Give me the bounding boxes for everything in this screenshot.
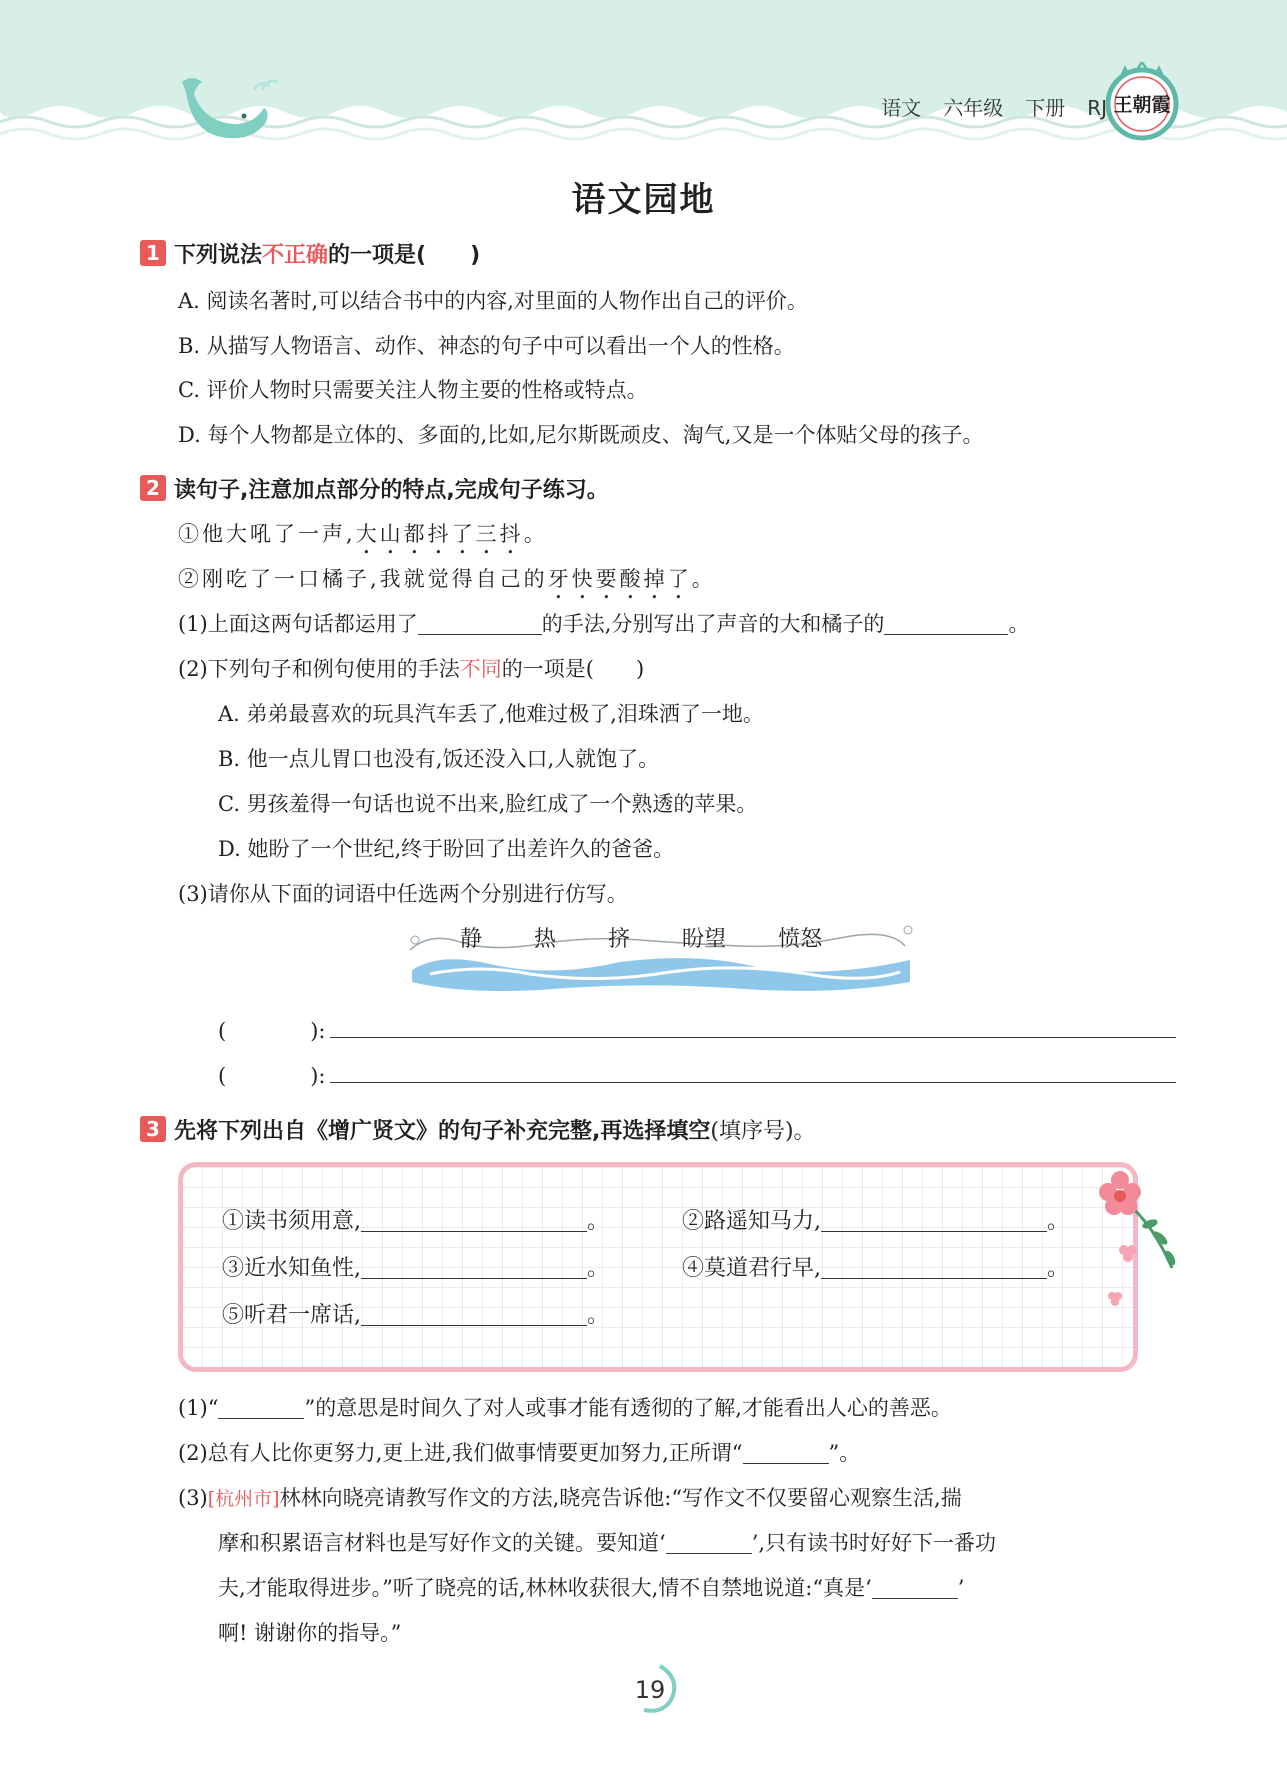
q1-prompt-before: 下列说法 — [174, 243, 263, 268]
q2-part-3: (3)请你从下面的词语中任选两个分别进行仿写。 — [178, 882, 628, 906]
q3-sub3-l1: 林林向晓亮请教写作文的方法,晓亮告诉他:“写作文不仅要留心观察生活,揣 — [279, 1486, 962, 1510]
q3-sub-2 — [178, 1437, 860, 1467]
word-2: 热 — [534, 927, 557, 952]
proverb-item-3 — [222, 1251, 609, 1282]
q3-sub3-l2a: 摩和积累语言材料也是写好作文的关键。要知道‘ — [218, 1531, 666, 1555]
q1-option-d: D. 每个人物都是立体的、多面的,比如,尼尔斯既顽皮、淘气,又是一个体贴父母的孩子。 — [178, 423, 984, 447]
q2-sentence-2 — [178, 563, 716, 604]
q2-p1-c: 。 — [1008, 612, 1030, 636]
proverb-1-period: 。 — [587, 1209, 610, 1234]
q2-number: 2 — [140, 475, 166, 501]
imitation-label-1: ( ): — [218, 1019, 326, 1043]
q2-sentence-1 — [178, 518, 548, 559]
proverb-3-blank[interactable] — [361, 1258, 587, 1279]
proverb-item-4 — [682, 1251, 1069, 1282]
q3-sub3-l2b: ’,只有读书时好好下一番功 — [751, 1531, 997, 1555]
q3-sub3-blank-2[interactable] — [872, 1578, 958, 1599]
proverb-4-text: ④莫道君行早, — [682, 1256, 821, 1281]
q3-heading — [140, 1114, 816, 1145]
q2-part-1 — [178, 608, 1029, 638]
q2-p2-red: 不同 — [459, 657, 502, 681]
q2-part-2 — [178, 653, 644, 683]
q2-s1-after: 。 — [523, 522, 548, 546]
word-1: 静 — [460, 927, 483, 952]
word-4: 盼望 — [682, 927, 727, 952]
proverb-1-blank[interactable] — [361, 1211, 587, 1232]
q3-sub3-blank-1[interactable] — [666, 1533, 752, 1554]
page-title: 语文园地 — [571, 180, 716, 220]
q1-heading — [140, 238, 480, 269]
q3-prompt-bold: 先将下列出自《增广贤文》的句子补充完整,再选择填空 — [174, 1119, 711, 1144]
q2-s2-dotted: 牙快要酸掉了 — [547, 567, 692, 591]
q3-prompt-normal: (填序号)。 — [710, 1119, 816, 1144]
q3-sub3-l3a: 夫,才能取得进步。”听了晓亮的话,林林收获很大,情不自禁地说道:“真是‘ — [218, 1576, 872, 1600]
q3-number: 3 — [140, 1116, 166, 1142]
q2-s1-before: ①他大吼了一声, — [178, 522, 356, 546]
q3-sub2-a: (2)总有人比你更努力,更上进,我们做事情要更加努力,正所谓“ — [178, 1441, 743, 1465]
brand-logo — [1102, 62, 1182, 142]
word-list — [460, 922, 874, 953]
q3-sub2-b: ”。 — [828, 1441, 861, 1465]
imitation-row-1 — [218, 1015, 325, 1045]
q2-s1-dotted: 大山都抖了三抖 — [355, 522, 524, 546]
proverb-4-period: 。 — [1047, 1256, 1070, 1281]
proverb-1-text: ①读书须用意, — [222, 1209, 361, 1234]
q1-option-a: A. 阅读名著时,可以结合书中的内容,对里面的人物作出自己的评价。 — [178, 289, 808, 313]
header-volume: 下册 — [1025, 96, 1066, 120]
q2-p1-a: (1)上面这两句话都运用了 — [178, 612, 418, 636]
logo-text: 王朝霞 — [1113, 94, 1171, 116]
word-3: 挤 — [608, 927, 631, 952]
proverb-2-period: 。 — [1047, 1209, 1070, 1234]
q2-s2-before: ②刚吃了一口橘子,我就觉得自己的 — [178, 567, 548, 591]
proverb-5-text: ⑤听君一席话, — [222, 1303, 361, 1328]
proverb-5-blank[interactable] — [361, 1305, 587, 1326]
q1-prompt-red: 不正确 — [262, 243, 329, 268]
q3-sub2-blank[interactable] — [743, 1443, 829, 1464]
page-number: 19 — [634, 1676, 666, 1704]
q1-option-b: B. 从描写人物语言、动作、神态的句子中可以看出一个人的性格。 — [178, 334, 795, 358]
proverb-item-1 — [222, 1204, 609, 1235]
proverb-4-blank[interactable] — [821, 1258, 1047, 1279]
whale-icon — [174, 72, 284, 142]
proverb-2-text: ②路遥知马力, — [682, 1209, 821, 1234]
proverb-3-period: 。 — [587, 1256, 610, 1281]
q3-sub-3-line-1 — [178, 1482, 962, 1512]
q3-sub-3-line-4: 啊! 谢谢你的指导。” — [218, 1621, 402, 1645]
q3-sub3-region-tag: [杭州市] — [207, 1488, 280, 1510]
page-header — [0, 0, 1287, 160]
q3-sub-3-line-3 — [218, 1572, 964, 1602]
proverb-2-blank[interactable] — [821, 1211, 1047, 1232]
q3-sub1-a: (1)“ — [178, 1396, 219, 1420]
flower-decoration-icon — [1090, 1158, 1190, 1308]
q2-p2-option-c: C. 男孩羞得一句话也说不出来,脸红成了一个熟透的苹果。 — [218, 792, 758, 816]
proverb-3-text: ③近水知鱼性, — [222, 1256, 361, 1281]
word-5: 愤怒 — [778, 927, 823, 952]
q2-p2-after: 的一项是( ) — [501, 657, 645, 681]
imitation-row-2 — [218, 1060, 325, 1090]
q2-p1-blank-2[interactable] — [884, 614, 1008, 635]
q2-p2-option-d: D. 她盼了一个世纪,终于盼回了出差许久的爸爸。 — [218, 837, 675, 861]
imitation-answer-line-2[interactable] — [330, 1082, 1176, 1083]
q2-p2-before: (2)下列句子和例句使用的手法 — [178, 657, 460, 681]
proverb-item-2 — [682, 1204, 1069, 1235]
q2-prompt: 读句子,注意加点部分的特点,完成句子练习。 — [174, 478, 609, 503]
proverb-5-period: 。 — [587, 1303, 610, 1328]
q1-number: 1 — [140, 240, 166, 266]
q3-sub3-prefix: (3) — [178, 1486, 208, 1510]
header-edition: RJ — [1087, 96, 1107, 120]
q1-prompt-after: 的一项是( ) — [328, 243, 481, 268]
proverb-item-5 — [222, 1298, 609, 1329]
q3-sub-1 — [178, 1392, 952, 1422]
q1-option-c: C. 评价人物时只需要关注人物主要的性格或特点。 — [178, 378, 648, 402]
q2-p1-b: 的手法,分别写出了声音的大和橘子的 — [541, 612, 885, 636]
q2-p1-blank-1[interactable] — [418, 614, 542, 635]
q3-sub3-l3b: ’ — [957, 1576, 965, 1600]
q2-heading — [140, 473, 609, 504]
q3-sub-3-line-2 — [218, 1527, 996, 1557]
imitation-answer-line-1[interactable] — [330, 1037, 1176, 1038]
q2-p2-option-b: B. 他一点儿胃口也没有,饭还没入口,人就饱了。 — [218, 747, 660, 771]
header-subject: 语文 — [881, 96, 922, 120]
header-grade: 六年级 — [943, 96, 1004, 120]
q3-sub1-blank[interactable] — [218, 1398, 304, 1419]
header-meta — [859, 92, 1107, 121]
imitation-label-2: ( ): — [218, 1064, 326, 1088]
q2-s2-after: 。 — [691, 567, 716, 591]
q2-p2-option-a: A. 弟弟最喜欢的玩具汽车丢了,他难过极了,泪珠洒了一地。 — [218, 702, 764, 726]
q3-sub1-b: ”的意思是时间久了对人或事才能有透彻的了解,才能看出人心的善恶。 — [304, 1396, 952, 1420]
